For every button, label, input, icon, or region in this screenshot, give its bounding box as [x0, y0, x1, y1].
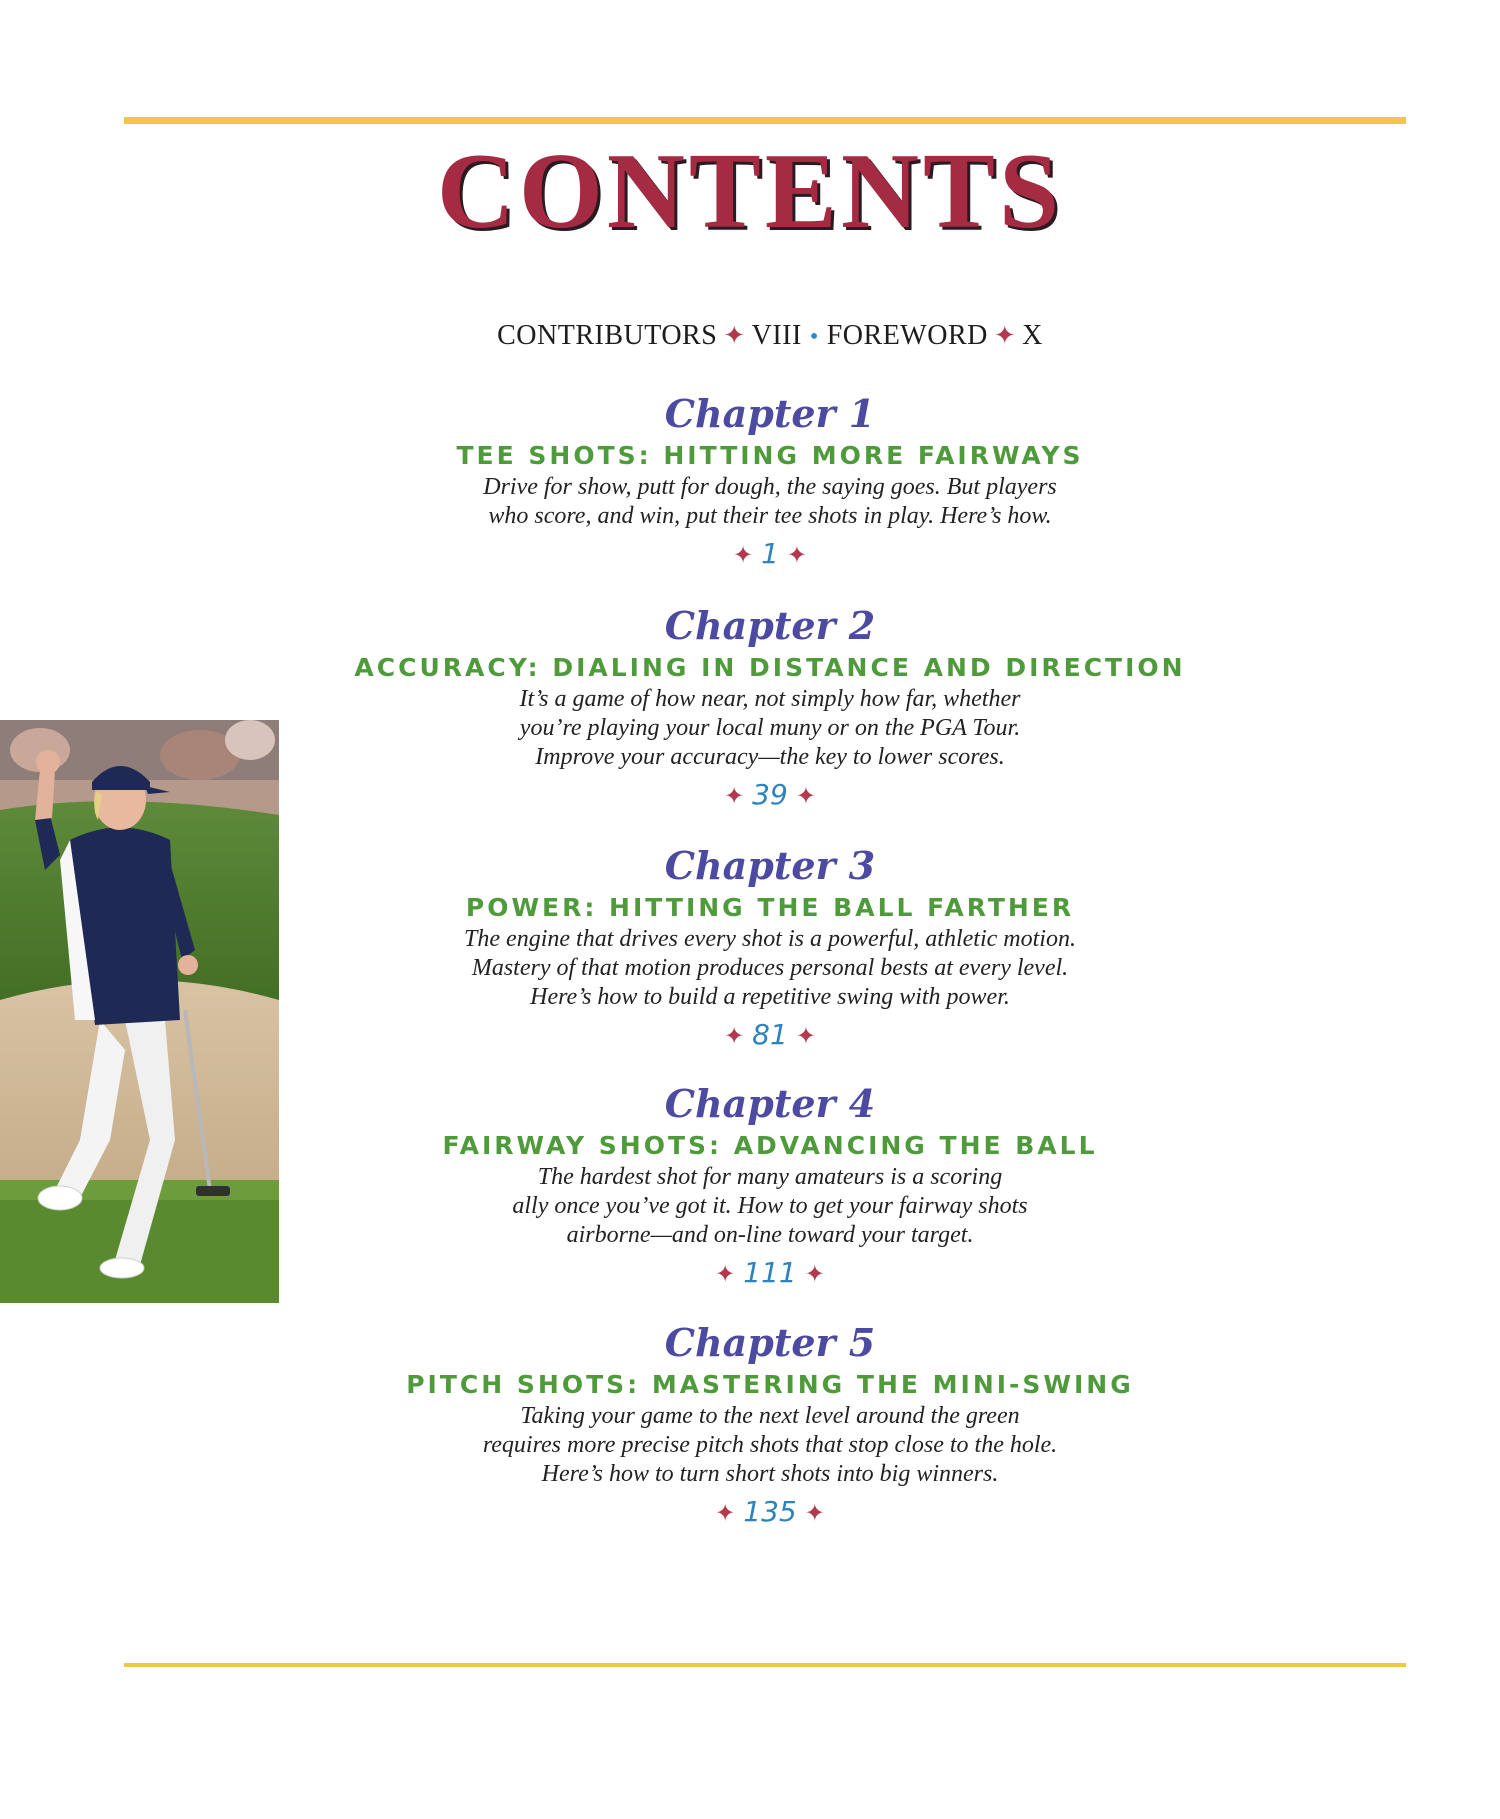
description-line: Mastery of that motion produces personal bests at every level.	[471, 955, 1069, 981]
dot-separator-icon: •	[809, 324, 819, 350]
description-line: It’s a game of how near, not simply how far, whether	[519, 686, 1021, 712]
star-ornament-icon: ✦	[724, 782, 745, 810]
star-ornament-icon: ✦	[786, 541, 808, 569]
description-line: Taking your game to the next level around the green	[520, 1403, 1020, 1429]
chapter-label: Chapter 4	[664, 1081, 876, 1126]
description-line: The engine that drives every shot is a powerful, athletic motion.	[464, 926, 1076, 952]
chapter-heading: PITCH SHOTS: MASTERING THE MINI-SWING	[406, 1370, 1134, 1399]
chapter-heading: TEE SHOTS: HITTING MORE FAIRWAYS	[456, 441, 1084, 470]
chapter-page-number	[0, 537, 1500, 572]
chapter-label: Chapter 1	[664, 391, 876, 436]
description-line: Here’s how to turn short shots into big winners.	[541, 1461, 999, 1487]
description-line: Improve your accuracy—the key to lower scores.	[535, 744, 1005, 770]
star-ornament-icon: ✦	[715, 1499, 736, 1527]
description-line: ally once you’ve got it. How to get your fairway shots	[512, 1193, 1028, 1219]
page-title: CONTENTS	[436, 132, 1064, 251]
chapter-heading: POWER: HITTING THE BALL FARTHER	[465, 893, 1075, 922]
chapter-description	[0, 473, 1500, 531]
contributors-page: VIII	[751, 320, 802, 351]
star-ornament-icon: ✦	[993, 321, 1017, 350]
page-number: 111	[743, 1256, 797, 1289]
chapter-label: Chapter 2	[664, 603, 876, 648]
foreword-link[interactable]: FOREWORD	[826, 320, 988, 351]
page-number: 135	[743, 1495, 797, 1528]
chapter-page-number	[0, 1495, 1500, 1530]
description-line: who score, and win, put their tee shots in play. Here’s how.	[488, 503, 1052, 529]
star-ornament-icon: ✦	[715, 1260, 736, 1288]
star-ornament-icon: ✦	[723, 321, 746, 350]
description-line: you’re playing your local muny or on the PGA Tour.	[519, 715, 1021, 741]
page-number: 39	[752, 778, 788, 811]
description-line: Here’s how to build a repetitive swing with power.	[530, 984, 1010, 1010]
chapter-label: Chapter 5	[664, 1320, 876, 1365]
star-ornament-icon: ✦	[795, 782, 816, 810]
page-number: 81	[752, 1018, 788, 1051]
star-ornament-icon: ✦	[795, 1022, 816, 1050]
chapter-label: Chapter 3	[664, 843, 876, 888]
star-ornament-icon: ✦	[732, 541, 754, 569]
description-line: Drive for show, putt for dough, the saying goes. But players	[483, 474, 1057, 500]
chapter-description	[0, 1402, 1500, 1489]
frontmatter-line	[0, 320, 1500, 352]
star-ornament-icon: ✦	[804, 1260, 825, 1288]
chapter-entry-1[interactable]	[0, 393, 1500, 572]
description-line: requires more precise pitch shots that stop close to the hole.	[482, 1432, 1058, 1458]
chapter-heading: ACCURACY: DIALING IN DISTANCE AND DIRECTION	[354, 653, 1186, 682]
golfer-celebration-photo	[0, 720, 279, 1303]
star-ornament-icon: ✦	[804, 1499, 825, 1527]
top-rule	[124, 117, 1406, 124]
description-line: airborne—and on-line toward your target.	[566, 1222, 974, 1248]
chapter-heading: FAIRWAY SHOTS: ADVANCING THE BALL	[442, 1131, 1098, 1160]
chapter-entry-5[interactable]	[0, 1322, 1500, 1530]
foreword-page: X	[1022, 320, 1043, 351]
contributors-link[interactable]: CONTRIBUTORS	[497, 320, 718, 351]
star-ornament-icon: ✦	[724, 1022, 745, 1050]
page-number: 1	[761, 537, 779, 570]
description-line: The hardest shot for many amateurs is a scoring	[537, 1164, 1003, 1190]
bottom-rule	[124, 1663, 1406, 1667]
